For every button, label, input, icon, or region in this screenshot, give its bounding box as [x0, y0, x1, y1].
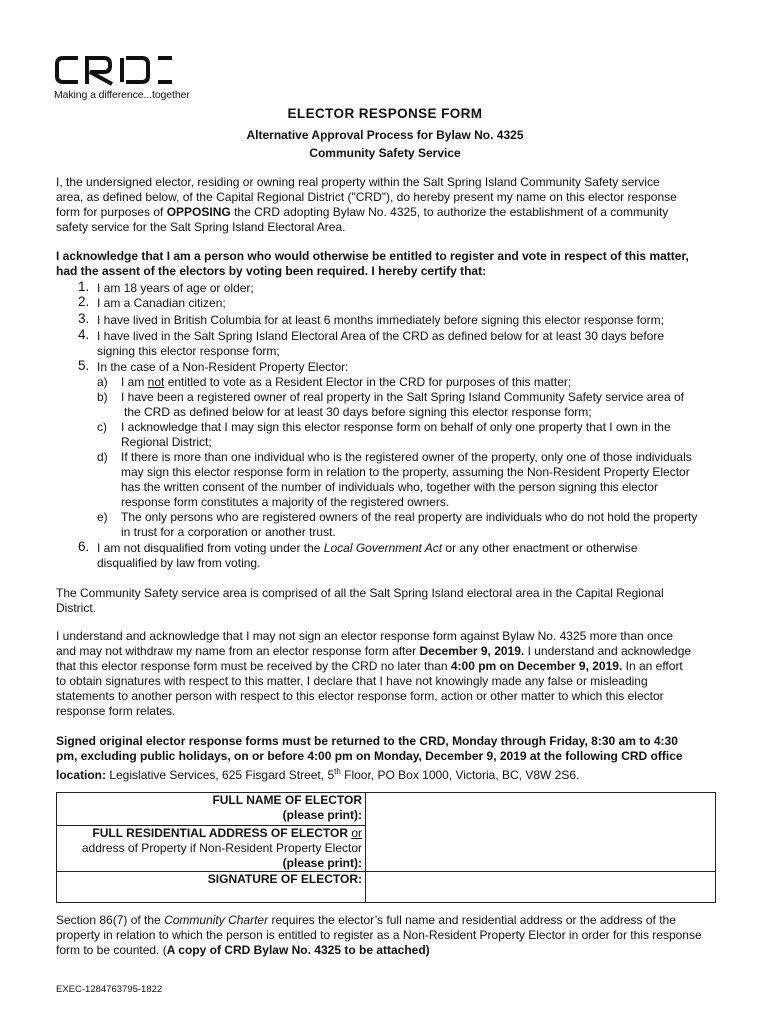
address-label-cell: FULL RESIDENTIAL ADDRESS OF ELECTOR or address of Property if Non-Resident Property Elector (please print): — [57, 826, 366, 872]
acknowledge-paragraph: I acknowledge that I am a person who would otherwise be entitled to register and vote in respect of this matter, had the assent of the electors by voting been required. I hereby certify that: — [56, 249, 689, 278]
sub-list-item: I have been a registered owner of real property in the Salt Spring Island Community Safety service area of — [121, 390, 684, 404]
intro-line: area, as defined below, of the Capital Regional District ("CRD"), do hereby present my name on this elector response — [56, 190, 677, 204]
intro-line: I, the undersigned elector, residing or owning real property within the Salt Spring Island Community Safety service — [56, 175, 660, 189]
crd-logo — [54, 54, 176, 86]
section-86-paragraph: Section 86(7) of the Community Charter requires the elector’s full name and residential address or the address of the property in relation to which the person is entitled to register as a Non-Resident Property Elector in order for this response form to be counted. (A copy of CRD Bylaw No. 4325 to be attached) — [56, 913, 702, 957]
understand-paragraph: I understand and acknowledge that I may not sign an elector response form against Bylaw No. 4325 more than once and may not withdraw my name from an elector response form after December 9, 2019. I understand and acknowledge that this elector response form must be received by the CRD no later than 4:00 pm on December 9, 2019. In an effort to obtain signatures with respect to this matter, I declare that I have not knowingly made any false or misleading statements to another person with respect to this elector response form, action or other matter to which this elector response form relates. — [56, 629, 692, 718]
service-subtitle: Community Safety Service — [309, 146, 461, 160]
service-area-paragraph: The Community Safety service area is comprised of all the Salt Spring Island electoral area in the Capital Regional District. — [56, 586, 664, 615]
sub-list-item: If there is more than one individual who is the registered owner of the property, only one of those individuals — [121, 450, 692, 464]
document-code: EXEC-1284763795-1822 — [56, 984, 163, 995]
elector-form-table — [56, 792, 716, 903]
document-page: Making a difference...together ELECTOR RESPONSE FORM Alternative Approval Process for Bylaw No. 4325 Community Safety Service I, the undersigned elector, residing or owning real property within the Salt Spring Island Community Safety service area, as defined below, of the Capital Regional District ("CRD"), do hereby present my name on this elector response form for purposes of OPPOSING the CRD adopting Bylaw No. 4325, to authorize the establishment of a community safety service for the Salt Spring Island Electoral Area. I acknowledge that I am a person who would otherwise be entitled to register and vote in respect of this matter, had the assent of the electors by voting been required. I hereby certify that: 1. I am 18 years of age or older; 2. I am a Canadian citizen; 3. I have lived in British Columbia for at least 6 months immediately before signing this elector response form; 4. I have lived in the Salt Spring Island Electoral Area of the CRD as defined below for at least 30 days before signing this elector response form; 5. In the case of a Non-Resident Property Elector: a) I am not entitled to vote as a Resident Elector in the CRD for purposes of this matter; b) I have been a registered owner of real property in the Salt Spring Island Community Safety service area of the CRD as defined below for at least 30 days before signing this elector response form; c) I acknowledge that I may sign this elector response form on behalf of only one property that I own in the Regional District; d) If there is more than one individual who is the registered owner of the property, only one of those individuals may sign this elector response form in relation to the property, assuming the Non-Resident Property Elector has the written consent of the number of individuals who, together with the person signing this elector response form constitutes a majority of the registered owners. e) The only persons who are registered owners of the real property are individuals who do not hold the property in trust for a corporation or another trust. 6. I am not disqualified from voting under the Local Government Act or any other enactment or otherwise disqualified by law from voting. The Community Safety service area is comprised of all the Salt Spring Island electoral area in the Capital Regional District. I understand and acknowledge that I may not sign an elector response form against Bylaw No. 4325 more than once and may not withdraw my name from an elector response form after December 9, 2019. I understand and acknowledge that this elector response form must be received by the CRD no later than 4:00 pm on December 9, 2019. In an effort to obtain signatures with respect to this matter, I declare that I have not knowingly made any false or misleading statements to another person with respect to this elector response form, action or other matter to which this elector response form relates. Signed original elector response forms must be returned to the CRD, Monday through Friday, 8:30 am to 4:30 pm, excluding public holidays, on or before 4:00 pm on Monday, December 9, 2019 at the following CRD office location: Legislative Services, 625 Fisgard Street, 5th Floor, PO Box 1000, Victoria, BC, V8W 2S6. FULL NAME OF ELECTOR (please print): FULL RESIDENTIAL ADDRESS OF ELECTOR or address of Property if Non-Resident Property Elector (please print): SIGNATURE OF ELECTOR: Section 86(7) of the Community Charter requires the elector’s full name and residential address or the address of the property in relation to which the person is entitled to register as a Non-Resident Property Elector in order for this response form to be counted. (A copy of CRD Bylaw No. 4325 to be attached) EXEC-1284763795-1822 — [0, 0, 770, 1024]
list-item: I am a Canadian citizen; — [97, 296, 226, 310]
sub-list-item: I acknowledge that I may sign this elector response form on behalf of only one property that I own in the — [121, 420, 671, 434]
form-title: ELECTOR RESPONSE FORM — [287, 106, 483, 121]
sub-list-item: I am not entitled to vote as a Resident Elector in the CRD for purposes of this matter; — [121, 375, 572, 389]
intro-paragraph — [56, 175, 716, 235]
list-item: I am not disqualified from voting under the Local Government Act or any other enactment or otherwise — [97, 541, 638, 555]
signature-label-cell: SIGNATURE OF ELECTOR: — [57, 872, 366, 903]
form-subtitle: Alternative Approval Process for Bylaw No. 4325 — [246, 128, 524, 142]
name-label-cell: FULL NAME OF ELECTOR (please print): — [57, 793, 366, 826]
signature-field[interactable] — [366, 872, 716, 903]
tagline: Making a difference...together — [54, 89, 190, 101]
list-item: I have lived in British Columbia for at least 6 months immediately before signing this elector response form; — [97, 313, 664, 327]
list-item: In the case of a Non-Resident Property Elector: — [97, 360, 349, 374]
sub-list-item: The only persons who are registered owners of the real property are individuals who do not hold the property — [121, 510, 698, 524]
intro-line: form for purposes of OPPOSING the CRD adopting Bylaw No. 4325, to authorize the establishment of a community — [56, 205, 669, 219]
list-item: I have lived in the Salt Spring Island Electoral Area of the CRD as defined below for at least 30 days before — [97, 329, 664, 343]
intro-line: safety service for the Salt Spring Island Electoral Area. — [56, 220, 346, 234]
list-item: I am 18 years of age or older; — [97, 281, 254, 295]
return-instructions: Signed original elector response forms must be returned to the CRD, Monday through Friday, 8:30 am to 4:30 pm, excluding public holidays, on or before 4:00 pm on Monday, December 9, 2019 at the following CRD office location: Legislative Services, 625 Fisgard Street, 5th Floor, PO Box 1000, Victoria, BC, V8W 2S6. — [56, 734, 683, 782]
name-and-address-field[interactable] — [366, 793, 716, 872]
